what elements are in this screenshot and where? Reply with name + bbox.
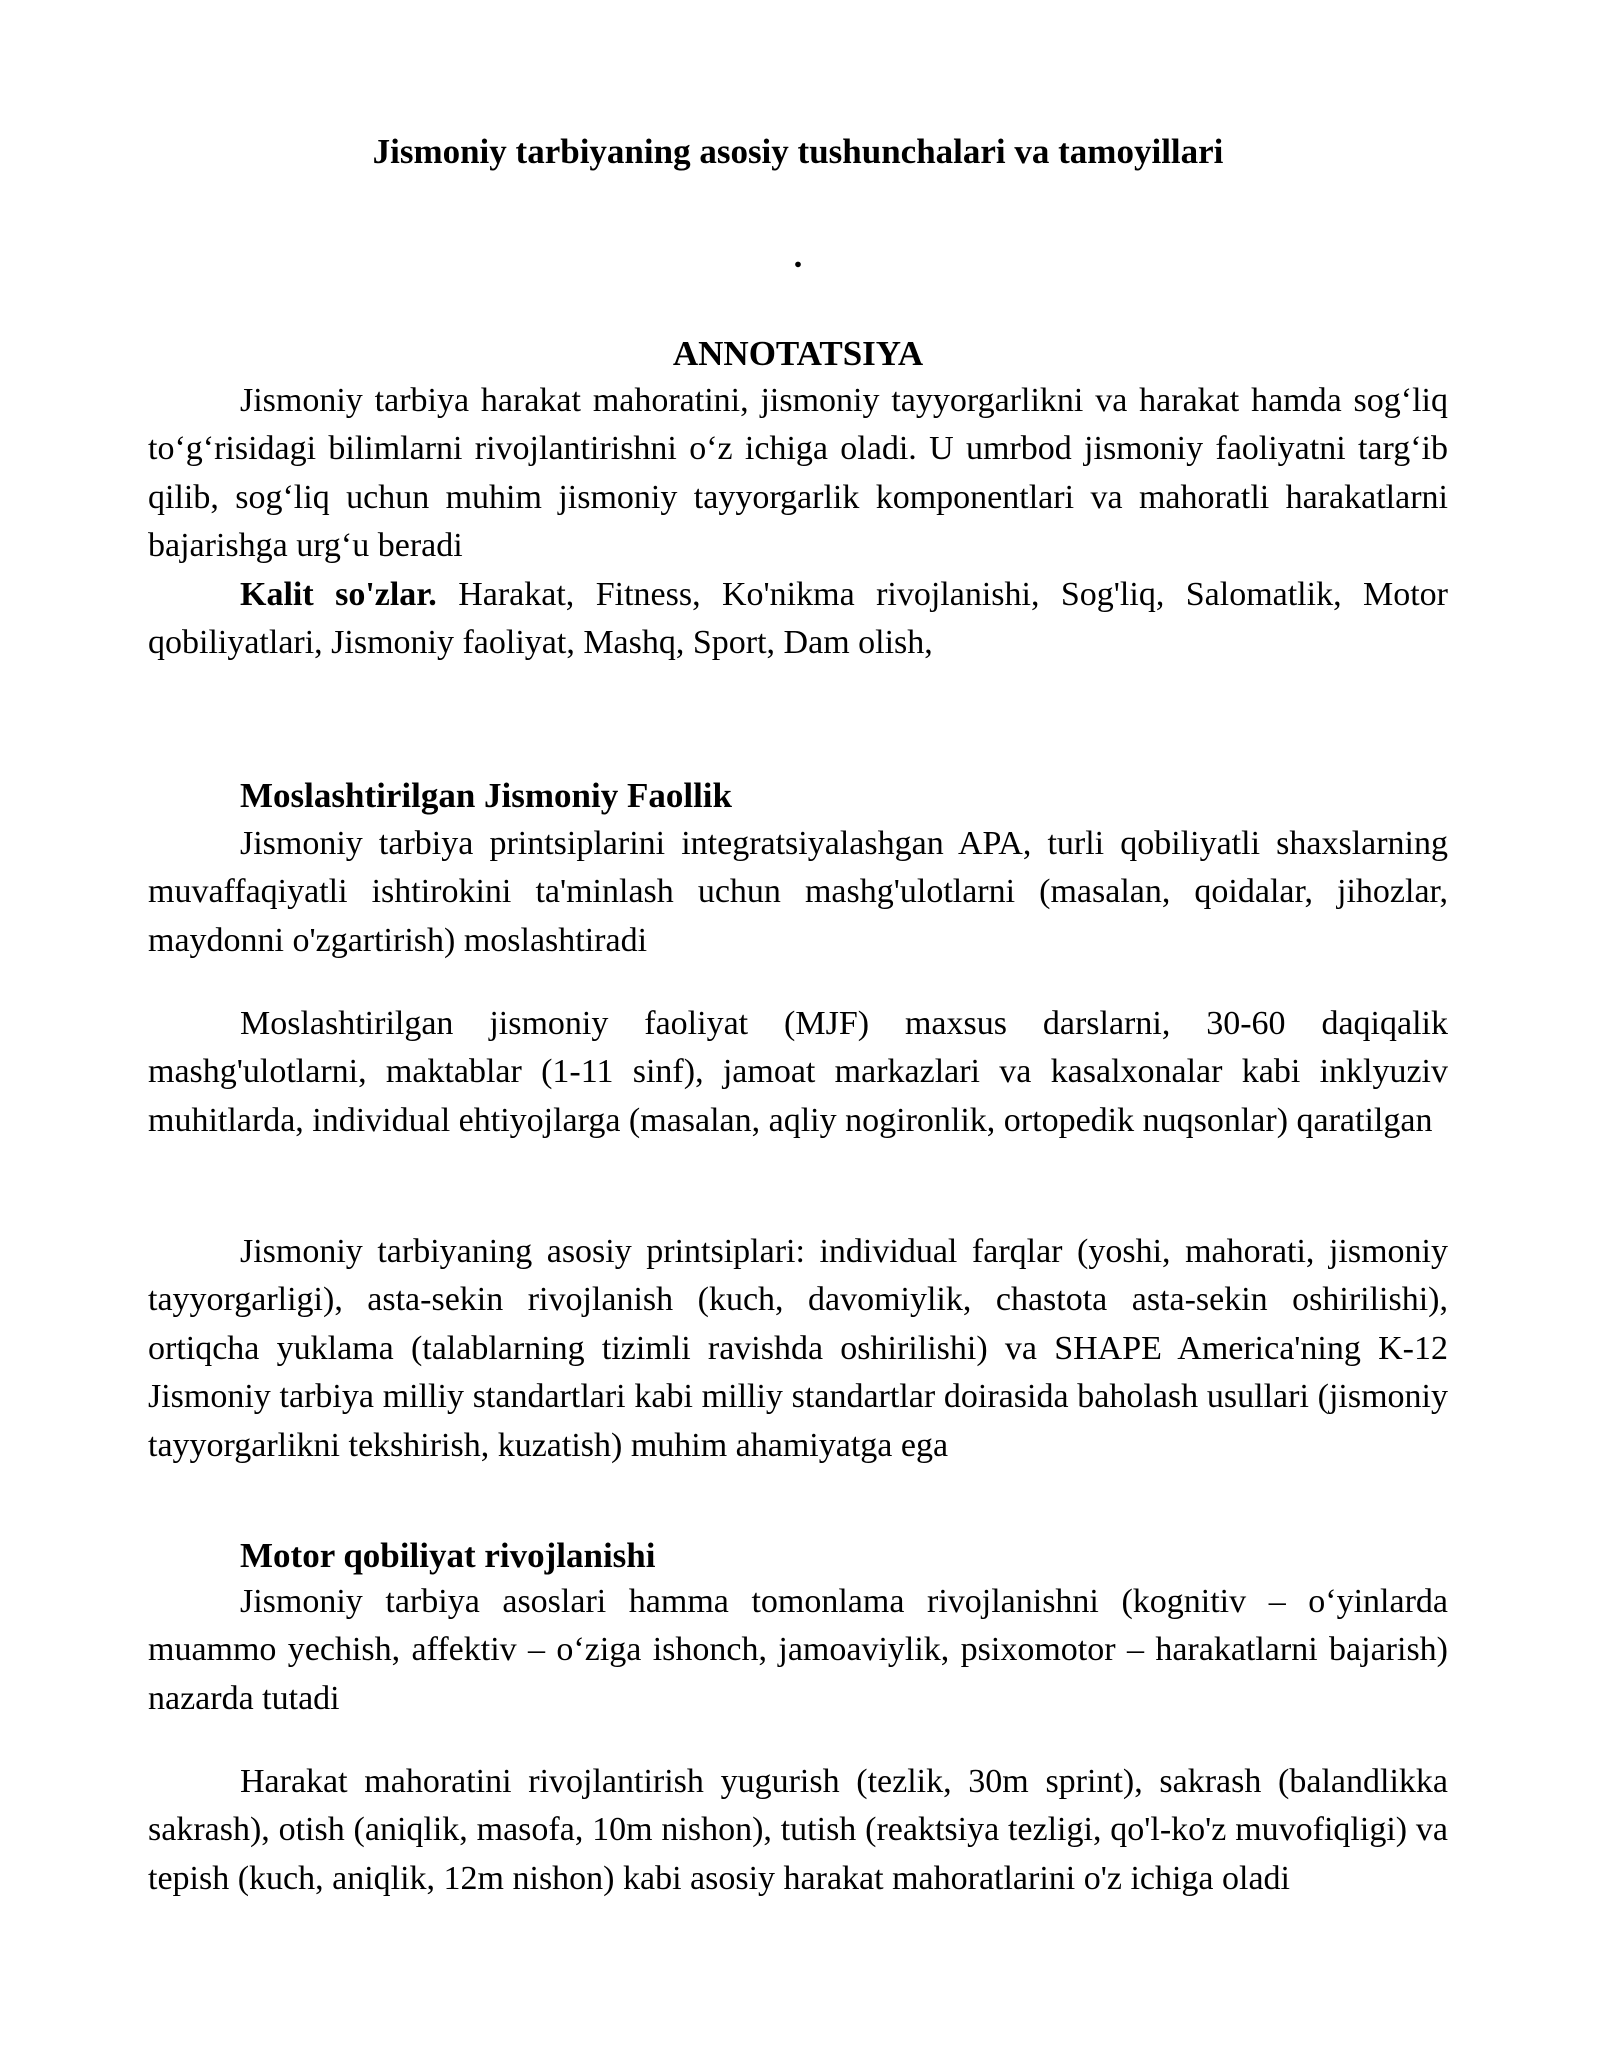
keywords-list: Harakat, Fitness, Ko'nikma rivojlanishi, Sog'liq, Salomatlik, Motor qobiliyatlari, Jismoniy faoliyat, Mashq, Sport, Dam olish, <box>148 576 1448 662</box>
section-paragraph: Harakat mahoratini rivojlantirish yugurish (tezlik, 30m sprint), sakrash (balandlikka sakrash), otish (aniqlik, masofa, 10m nishon), tutish (reaktsiya tezligi, qo'l-ko'z muvofiqligi) va tepish (kuch, aniqlik, 12m nishon) kabi asosiy harakat mahoratlarini o'z ichiga oladi <box>148 1763 1448 1897</box>
document-title: Jismoniy tarbiyaning asosiy tushunchalari va tamoyillari <box>372 132 1224 171</box>
section-paragraph: Jismoniy tarbiya printsiplarini integratsiyalashgan APA, turli qobiliyatli shaxslarning muvaffaqiyatli ishtirokini ta'minlash uchun mashg'ulotlarni (masalan, qoidalar, jihozlar, maydonni o'zgartirish) moslashtiradi <box>148 825 1448 959</box>
annotation-heading: ANNOTATSIYA <box>672 334 924 373</box>
section-paragraph: Moslashtirilgan jismoniy faoliyat (MJF) maxsus darslarni, 30-60 daqiqalik mashg'ulotlarni, maktablar (1-11 sinf), jamoat markazlari va kasalxonalar kabi inklyuziv muhitlarda, individual ehtiyojlarga (masalan, aqliy nogironlik, ortopedik nuqsonlar) qaratilgan <box>148 1005 1448 1139</box>
keywords-paragraph <box>148 571 1448 668</box>
section-heading-motor: Motor qobiliyat rivojlanishi <box>240 1536 656 1575</box>
title-separator: . <box>793 236 803 275</box>
annotation-paragraph: Jismoniy tarbiya harakat mahoratini, jismoniy tayyorgarlikni va harakat hamda sog‘liq to‘g‘risidagi bilimlarni rivojlantirishni o‘z ichiga oladi. U umrbod jismoniy faoliyatni targ‘ib qilib, sog‘liq uchun muhim jismoniy tayyorgarlik komponentlari va mahoratli harakatlarni bajarishga urg‘u beradi <box>148 382 1448 565</box>
section-heading-apa: Moslashtirilgan Jismoniy Faollik <box>240 776 732 815</box>
section-paragraph: Jismoniy tarbiya asoslari hamma tomonlama rivojlanishni (kognitiv – o‘yinlarda muammo yechish, affektiv – o‘ziga ishonch, jamoaviylik, psixomotor – harakatlarni bajarish) nazarda tutadi <box>148 1583 1448 1717</box>
keywords-label: Kalit so'zlar. <box>240 576 437 613</box>
section-paragraph: Jismoniy tarbiyaning asosiy printsiplari: individual farqlar (yoshi, mahorati, jismoniy tayyorgarligi), asta-sekin rivojlanish (kuch, davomiylik, chastota asta-sekin oshirilishi), ortiqcha yuklama (talablarning tizimli ravishda oshirilishi) va SHAPE America'ning K-12 Jismoniy tarbiya milliy standartlari kabi milliy standartlar doirasida baholash usullari (jismoniy tayyorgarlikni tekshirish, kuzatish) muhim ahamiyatga ega <box>148 1233 1448 1464</box>
